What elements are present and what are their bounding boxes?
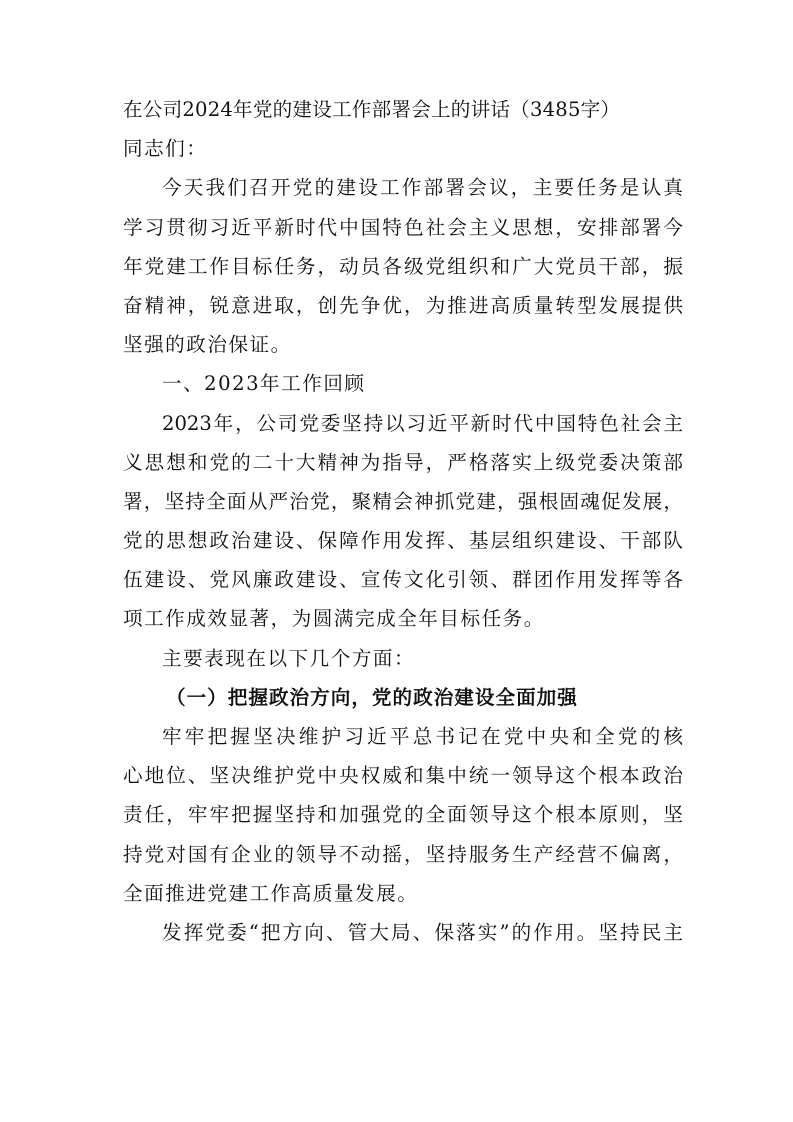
- paragraph-political-direction: [123, 717, 683, 913]
- section-heading-review: 一、2023年工作回顾: [162, 372, 366, 396]
- salutation: 同志们：: [123, 137, 208, 161]
- paragraph-line: 全面推进党建工作高质量发展。: [123, 881, 419, 905]
- paragraph-line: 奋精神，锐意进取，创先争优，为推进高质量转型发展提供: [123, 293, 683, 317]
- paragraph-line: 持党对国有企业的领导不动摇，坚持服务生产经营不偏离，: [123, 842, 683, 866]
- paragraph-line: 坚强的政治保证。: [123, 333, 292, 357]
- document-body: [123, 90, 683, 952]
- paragraph-line: 责任，牢牢把握坚持和加强党的全面领导这个根本原则，坚: [123, 803, 683, 827]
- paragraph-line: 心地位、坚决维护党中央权威和集中统一领导这个根本政治: [123, 764, 683, 788]
- paragraph-line: 今天我们召开党的建设工作部署会议，主要任务是认真: [162, 176, 683, 200]
- paragraph-line: 义思想和党的二十大精神为指导，严格落实上级党委决策部: [123, 450, 683, 474]
- paragraph-line: 党的思想政治建设、保障作用发挥、基层组织建设、干部队: [123, 529, 683, 553]
- paragraph-line: 项工作成效显著，为圆满完成全年目标任务。: [123, 607, 545, 631]
- paragraph-line: 伍建设、党风廉政建设、宣传文化引领、群团作用发挥等各: [123, 568, 683, 592]
- paragraph-line: 年党建工作目标任务，动员各级党组织和广大党员干部，振: [123, 254, 683, 278]
- document-title: 在公司2024年党的建设工作部署会上的讲话（3485字）: [123, 98, 621, 121]
- paragraph-lead-in: 主要表现在以下几个方面：: [162, 646, 416, 670]
- subheading-political-direction: （一）把握政治方向，党的政治建设全面加强: [166, 685, 578, 709]
- paragraph-line: 2023年，公司党委坚持以习近平新时代中国特色社会主: [162, 411, 683, 435]
- paragraph-intro: [123, 168, 683, 364]
- paragraph-line: 牢牢把握坚决维护习近平总书记在党中央和全党的核: [162, 725, 683, 748]
- paragraph-review: [123, 404, 683, 639]
- paragraph-committee-role: 发挥党委“把方向、管大局、保落实”的作用。坚持民主: [162, 920, 683, 944]
- paragraph-line: 署，坚持全面从严治党，聚精会神抓党建，强根固魂促发展，: [123, 489, 683, 513]
- paragraph-line: 学习贯彻习近平新时代中国特色社会主义思想，安排部署今: [123, 215, 683, 239]
